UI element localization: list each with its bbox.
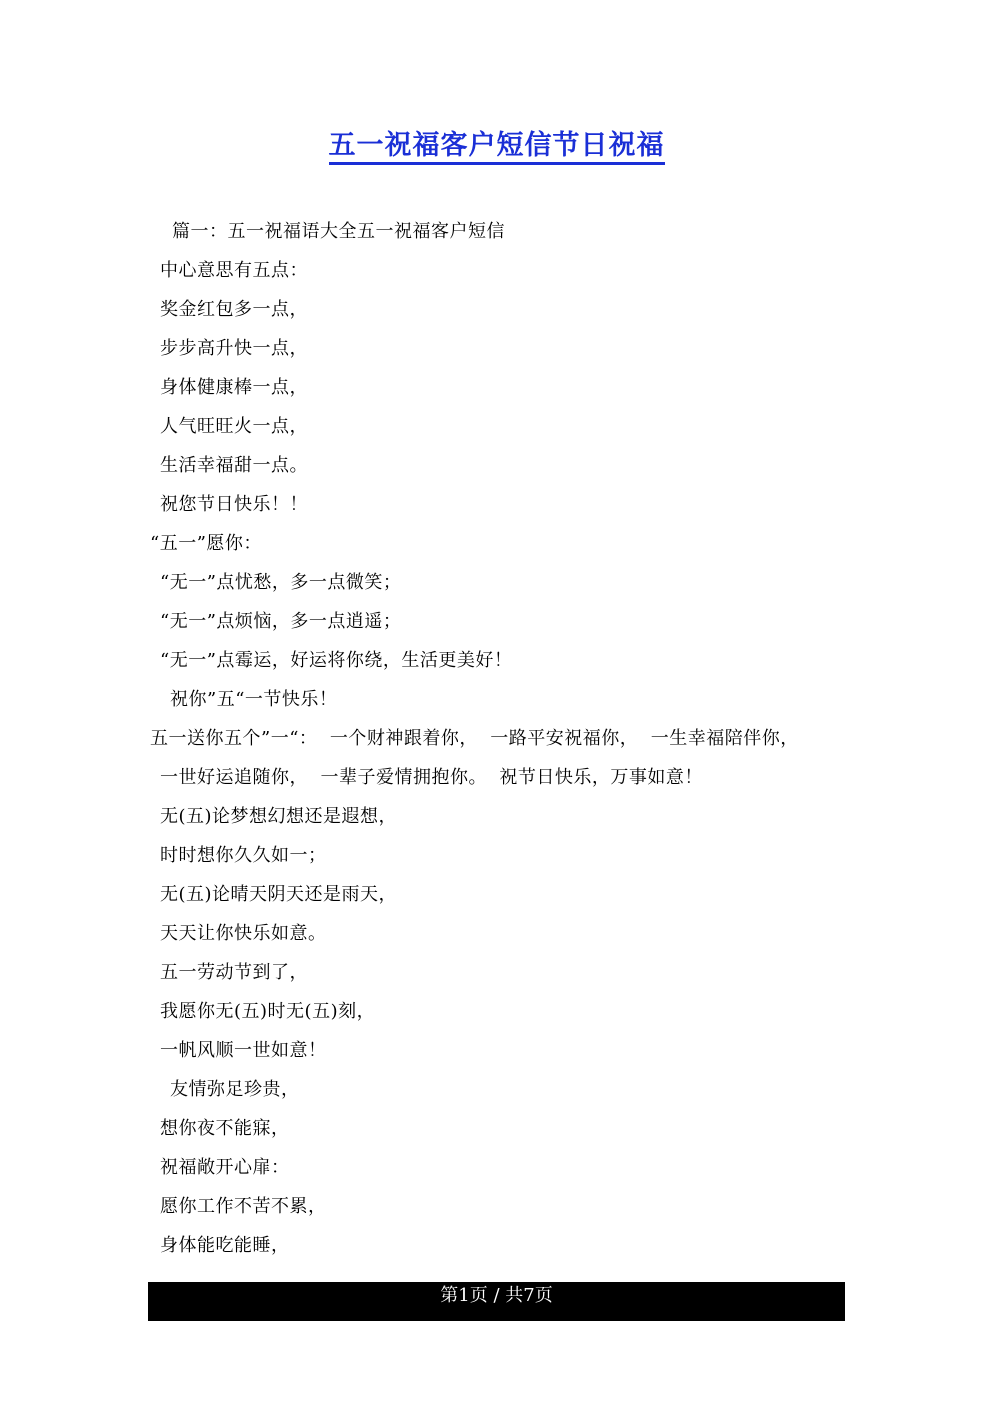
page-footer: [148, 1282, 845, 1321]
body-line: 生活幸福甜一点。: [160, 455, 308, 476]
body-line: 想你夜不能寐，: [160, 1118, 290, 1139]
body-line: “无一”点烦恼，多一点逍遥；: [160, 611, 402, 632]
body-line: 人气旺旺火一点，: [160, 416, 308, 437]
body-line: “无一”点霉运，好运将你绕，生活更美好！: [160, 650, 513, 671]
body-line: “五一”愿你：: [150, 533, 262, 554]
page-number-label: 第1页 / 共7页: [440, 1285, 553, 1306]
body-line: 奖金红包多一点，: [160, 299, 308, 320]
body-line: 天天让你快乐如意。: [160, 923, 327, 944]
document-title: [0, 128, 993, 164]
body-line: 祝福敞开心扉：: [160, 1157, 290, 1178]
document-title-text: 五一祝福客户短信节日祝福: [329, 130, 665, 165]
body-line: 中心意思有五点：: [160, 260, 308, 281]
body-line: 身体健康棒一点，: [160, 377, 308, 398]
body-line: 身体能吃能睡，: [160, 1235, 290, 1256]
body-line: 篇一：五一祝福语大全五一祝福客户短信: [172, 221, 505, 242]
body-line: 五一送你五个”一“： 一个财神跟着你， 一路平安祝福你， 一生幸福陪伴你，: [150, 728, 799, 749]
body-line: 步步高升快一点，: [160, 338, 308, 359]
body-line: 无(五)论梦想幻想还是遐想，: [160, 806, 398, 827]
body-line: 我愿你无(五)时无(五)刻，: [160, 1001, 376, 1022]
body-line: 五一劳动节到了，: [160, 962, 308, 983]
body-line: 时时想你久久如一；: [160, 845, 327, 866]
body-line: 愿你工作不苦不累，: [160, 1196, 327, 1217]
body-line: 一世好运追随你， 一辈子爱情拥抱你。 祝节日快乐，万事如意！: [160, 767, 703, 788]
body-line: 祝您节日快乐！！: [160, 494, 308, 515]
body-line: “无一”点忧愁，多一点微笑；: [160, 572, 402, 593]
body-line: 祝你”五“一节快乐！: [170, 689, 338, 710]
body-line: 友情弥足珍贵，: [170, 1079, 300, 1100]
body-line: 无(五)论晴天阴天还是雨天，: [160, 884, 398, 905]
body-line: 一帆风顺一世如意！: [160, 1040, 327, 1061]
